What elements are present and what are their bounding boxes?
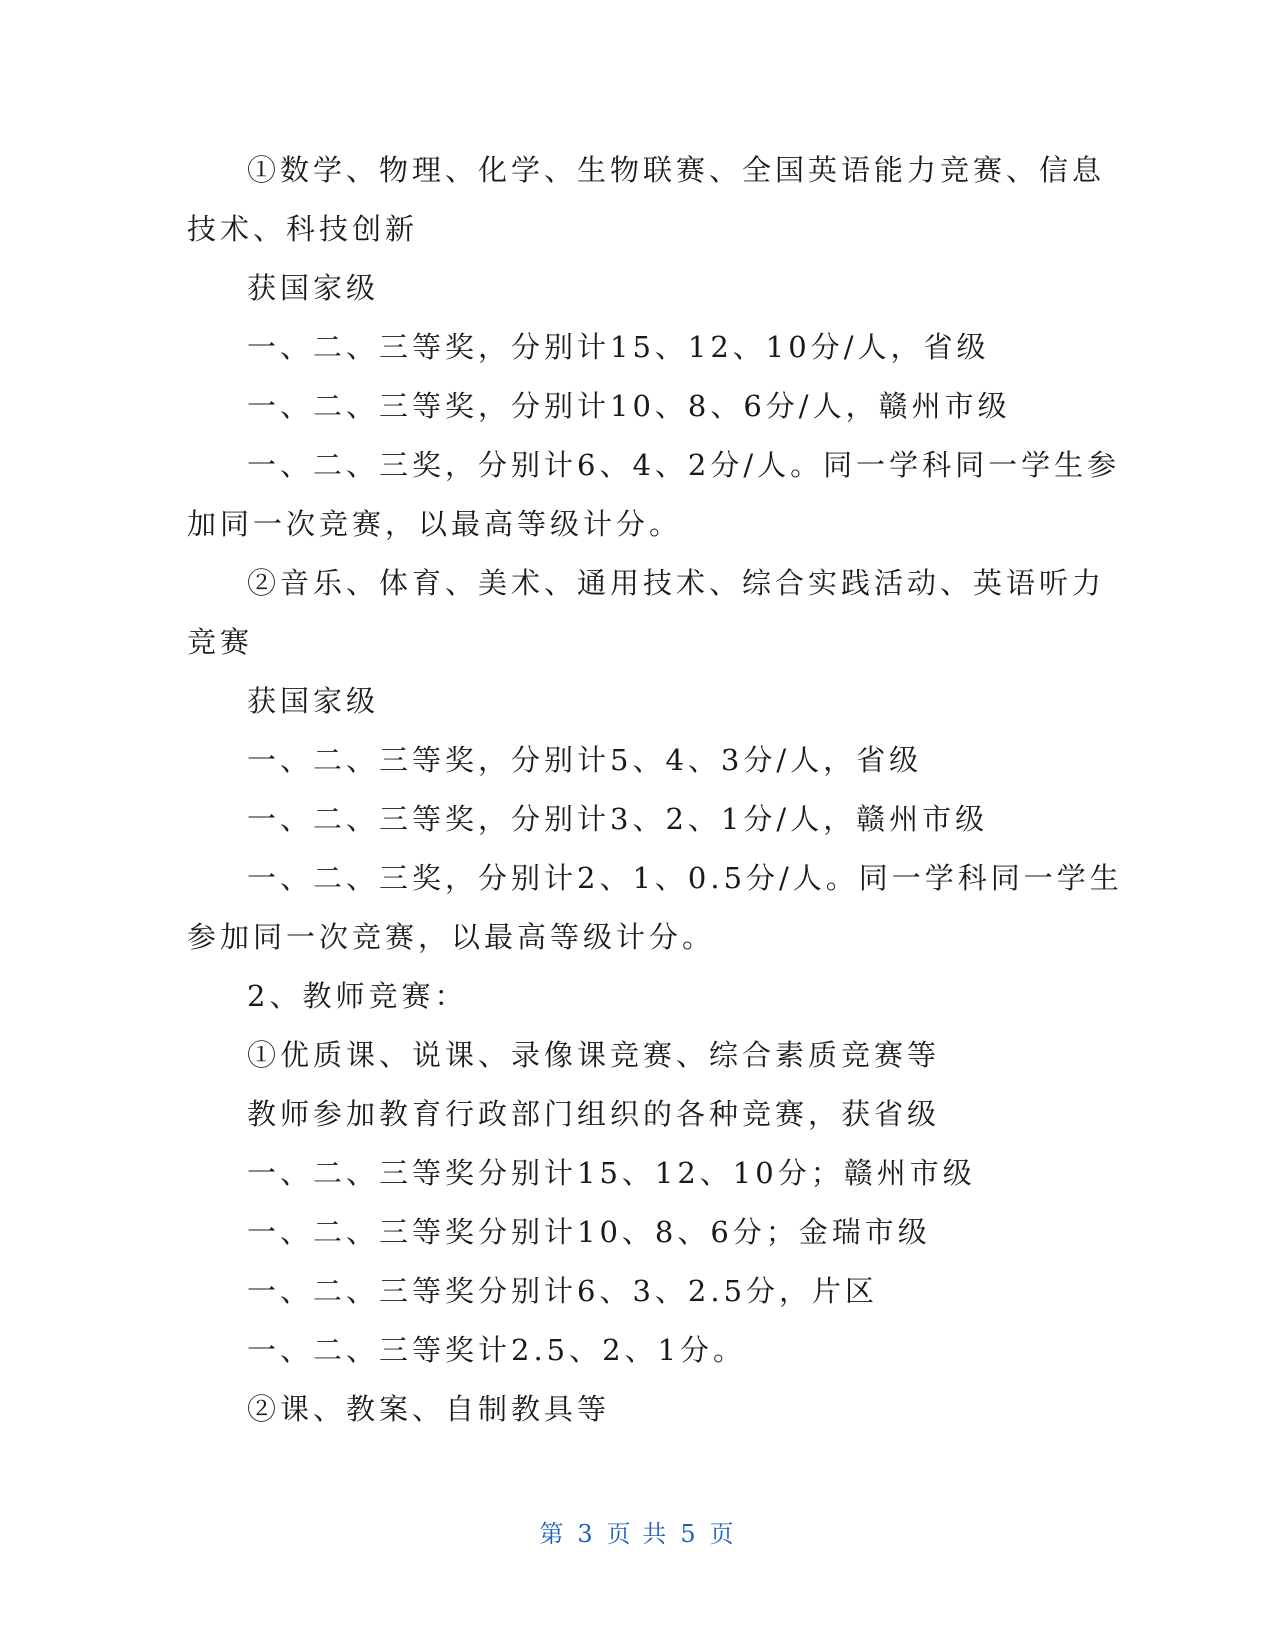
paragraph-line: 一、二、三等奖分别计15、12、10分；赣州市级: [247, 1156, 976, 1190]
paragraph-line: 一、二、三奖，分别计2、1、0.5分/人。同一学科同一学生: [247, 861, 1123, 895]
paragraph-line: 技术、科技创新: [187, 212, 419, 246]
paragraph-line: 一、二、三等奖，分别计10、8、6分/人，赣州市级: [247, 389, 1011, 423]
footer-prefix: 第: [539, 1520, 566, 1548]
paragraph-line: 一、二、三等奖，分别计5、4、3分/人，省级: [247, 743, 923, 777]
document-body: [187, 141, 1123, 1439]
paragraph-line: 一、二、三等奖，分别计3、2、1分/人，赣州市级: [247, 802, 989, 836]
total-page-count: 5: [680, 1520, 698, 1548]
current-page-number: 3: [577, 1520, 595, 1548]
paragraph-line: 教师参加教育行政部门组织的各种竞赛，获省级: [247, 1097, 941, 1131]
paragraph-line: 参加同一次竞赛，以最高等级计分。: [187, 920, 716, 954]
paragraph-line: 竞赛: [187, 625, 254, 659]
footer-suffix: 页: [709, 1520, 736, 1548]
paragraph-line: ①优质课、说课、录像课竞赛、综合素质竞赛等: [247, 1038, 941, 1072]
paragraph-line: 获国家级: [247, 271, 380, 305]
paragraph-line: ②课、教案、自制教具等: [247, 1392, 611, 1426]
paragraph-line: 一、二、三等奖分别计6、3、2.5分，片区: [247, 1274, 879, 1308]
section-heading: 2、教师竞赛：: [247, 979, 468, 1013]
paragraph-line: ①数学、物理、化学、生物联赛、全国英语能力竞赛、信息: [247, 153, 1106, 187]
paragraph-line: 一、二、三奖，分别计6、4、2分/人。同一学科同一学生参: [247, 448, 1121, 482]
paragraph-line: ②音乐、体育、美术、通用技术、综合实践活动、英语听力: [247, 566, 1106, 600]
paragraph-line: 加同一次竞赛，以最高等级计分。: [187, 507, 683, 541]
paragraph-line: 获国家级: [247, 684, 380, 718]
page-number-footer: [0, 1514, 1275, 1549]
paragraph-line: 一、二、三等奖，分别计15、12、10分/人，省级: [247, 330, 990, 364]
paragraph-line: 一、二、三等奖分别计10、8、6分；金瑞市级: [247, 1215, 931, 1249]
paragraph-line: 一、二、三等奖计2.5、2、1分。: [247, 1333, 747, 1367]
footer-middle: 页 共: [606, 1520, 669, 1548]
